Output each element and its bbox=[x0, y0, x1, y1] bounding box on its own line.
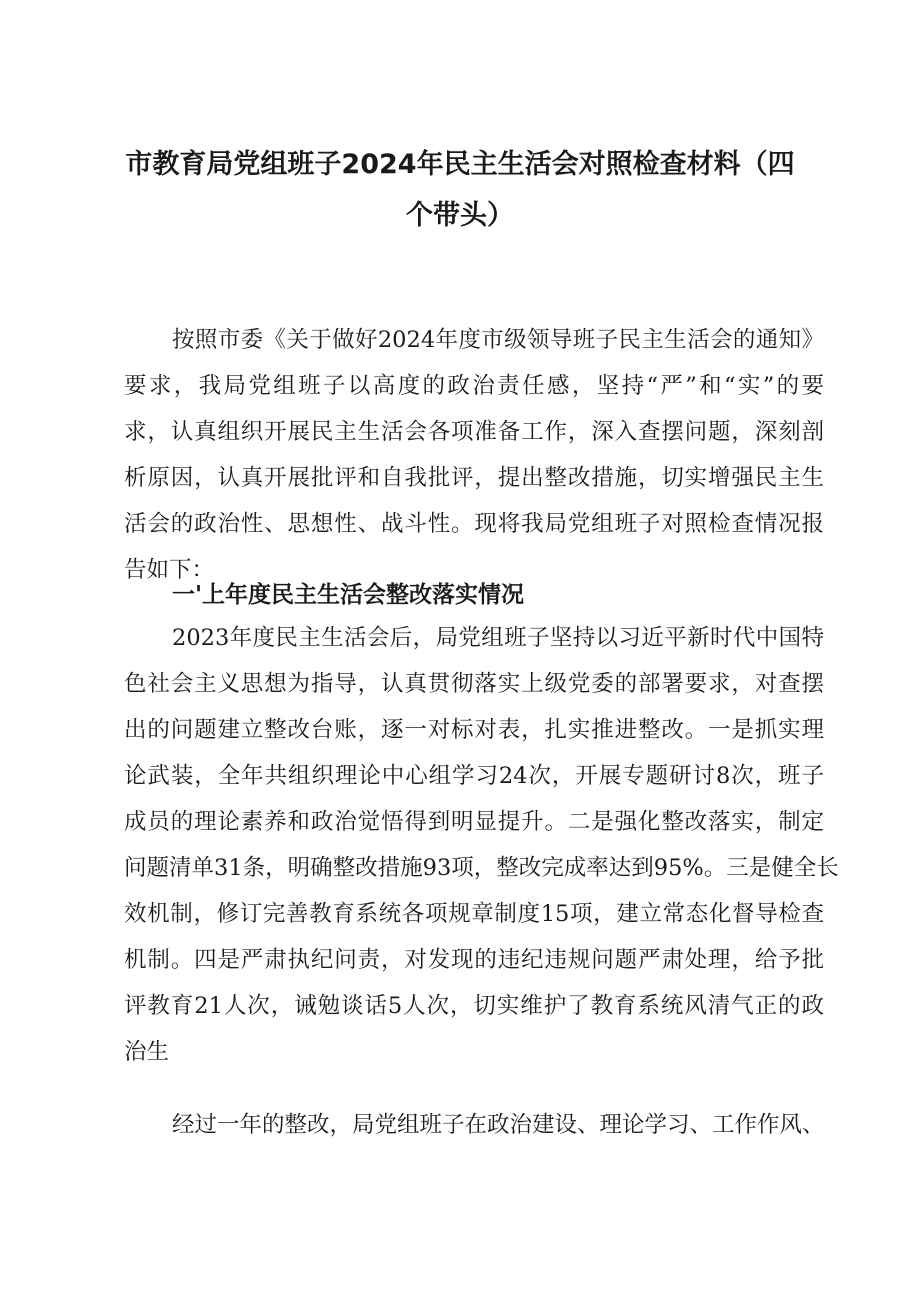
intro-line: 告如下： bbox=[124, 557, 215, 583]
section-1-line: 治生 bbox=[124, 1039, 170, 1065]
section-1-line: 机制。四是严肃执纪问责，对发现的违纪违规问题严肃处理，给予批 bbox=[124, 947, 824, 973]
document-title-line-1: 市教育局党组班子2024年民主生活会对照检查材料（四 bbox=[125, 149, 795, 180]
section-1-line: 论武装，全年共组织理论中心组学习24次，开展专题研讨8次，班子 bbox=[124, 763, 824, 789]
section-1-line: 问题清单31条，明确整改措施93项，整改完成率达到95%。三是健全长 bbox=[124, 855, 839, 881]
section-1-line: 出的问题建立整改台账，逐一对标对表，扎实推进整改。一是抓实理 bbox=[124, 717, 824, 743]
document-title-line-2: 个带头） bbox=[406, 200, 514, 231]
section-1-line: 成员的理论素养和政治觉悟得到明显提升。二是强化整改落实，制定 bbox=[124, 809, 824, 835]
section-1-line: 效机制，修订完善教育系统各项规章制度15项，建立常态化督导检查 bbox=[124, 901, 824, 927]
intro-line: 要求，我局党组班子以高度的政治责任感，坚持“严”和“实”的要 bbox=[124, 373, 824, 399]
section-2-line: 经过一年的整改，局党组班子在政治建设、理论学习、工作作风、 bbox=[172, 1112, 825, 1138]
section-1-line: 评教育21人次，诫勉谈话5人次，切实维护了教育系统风清气正的政 bbox=[124, 993, 824, 1019]
section-1-line: 2023年度民主生活会后，局党组班子坚持以习近平新时代中国特 bbox=[172, 625, 824, 651]
section-2-paragraph bbox=[124, 1102, 824, 1148]
section-1-paragraph bbox=[124, 615, 839, 1075]
intro-line: 活会的政治性、思想性、战斗性。现将我局党组班子对照检查情况报 bbox=[124, 511, 824, 537]
intro-paragraph bbox=[124, 317, 824, 593]
intro-line: 析原因，认真开展批评和自我批评，提出整改措施，切实增强民主生 bbox=[124, 465, 824, 491]
intro-line: 按照市委《关于做好2024年度市级领导班子民主生活会的通知》 bbox=[172, 327, 824, 353]
section-1-line: 色社会主义思想为指导，认真贯彻落实上级党委的部署要求，对查摆 bbox=[124, 671, 824, 697]
intro-line: 求，认真组织开展民主生活会各项准备工作，深入查摆问题，深刻剖 bbox=[124, 419, 824, 445]
section-1-heading: 一'上年度民主生活会整改落实情况 bbox=[172, 582, 525, 608]
